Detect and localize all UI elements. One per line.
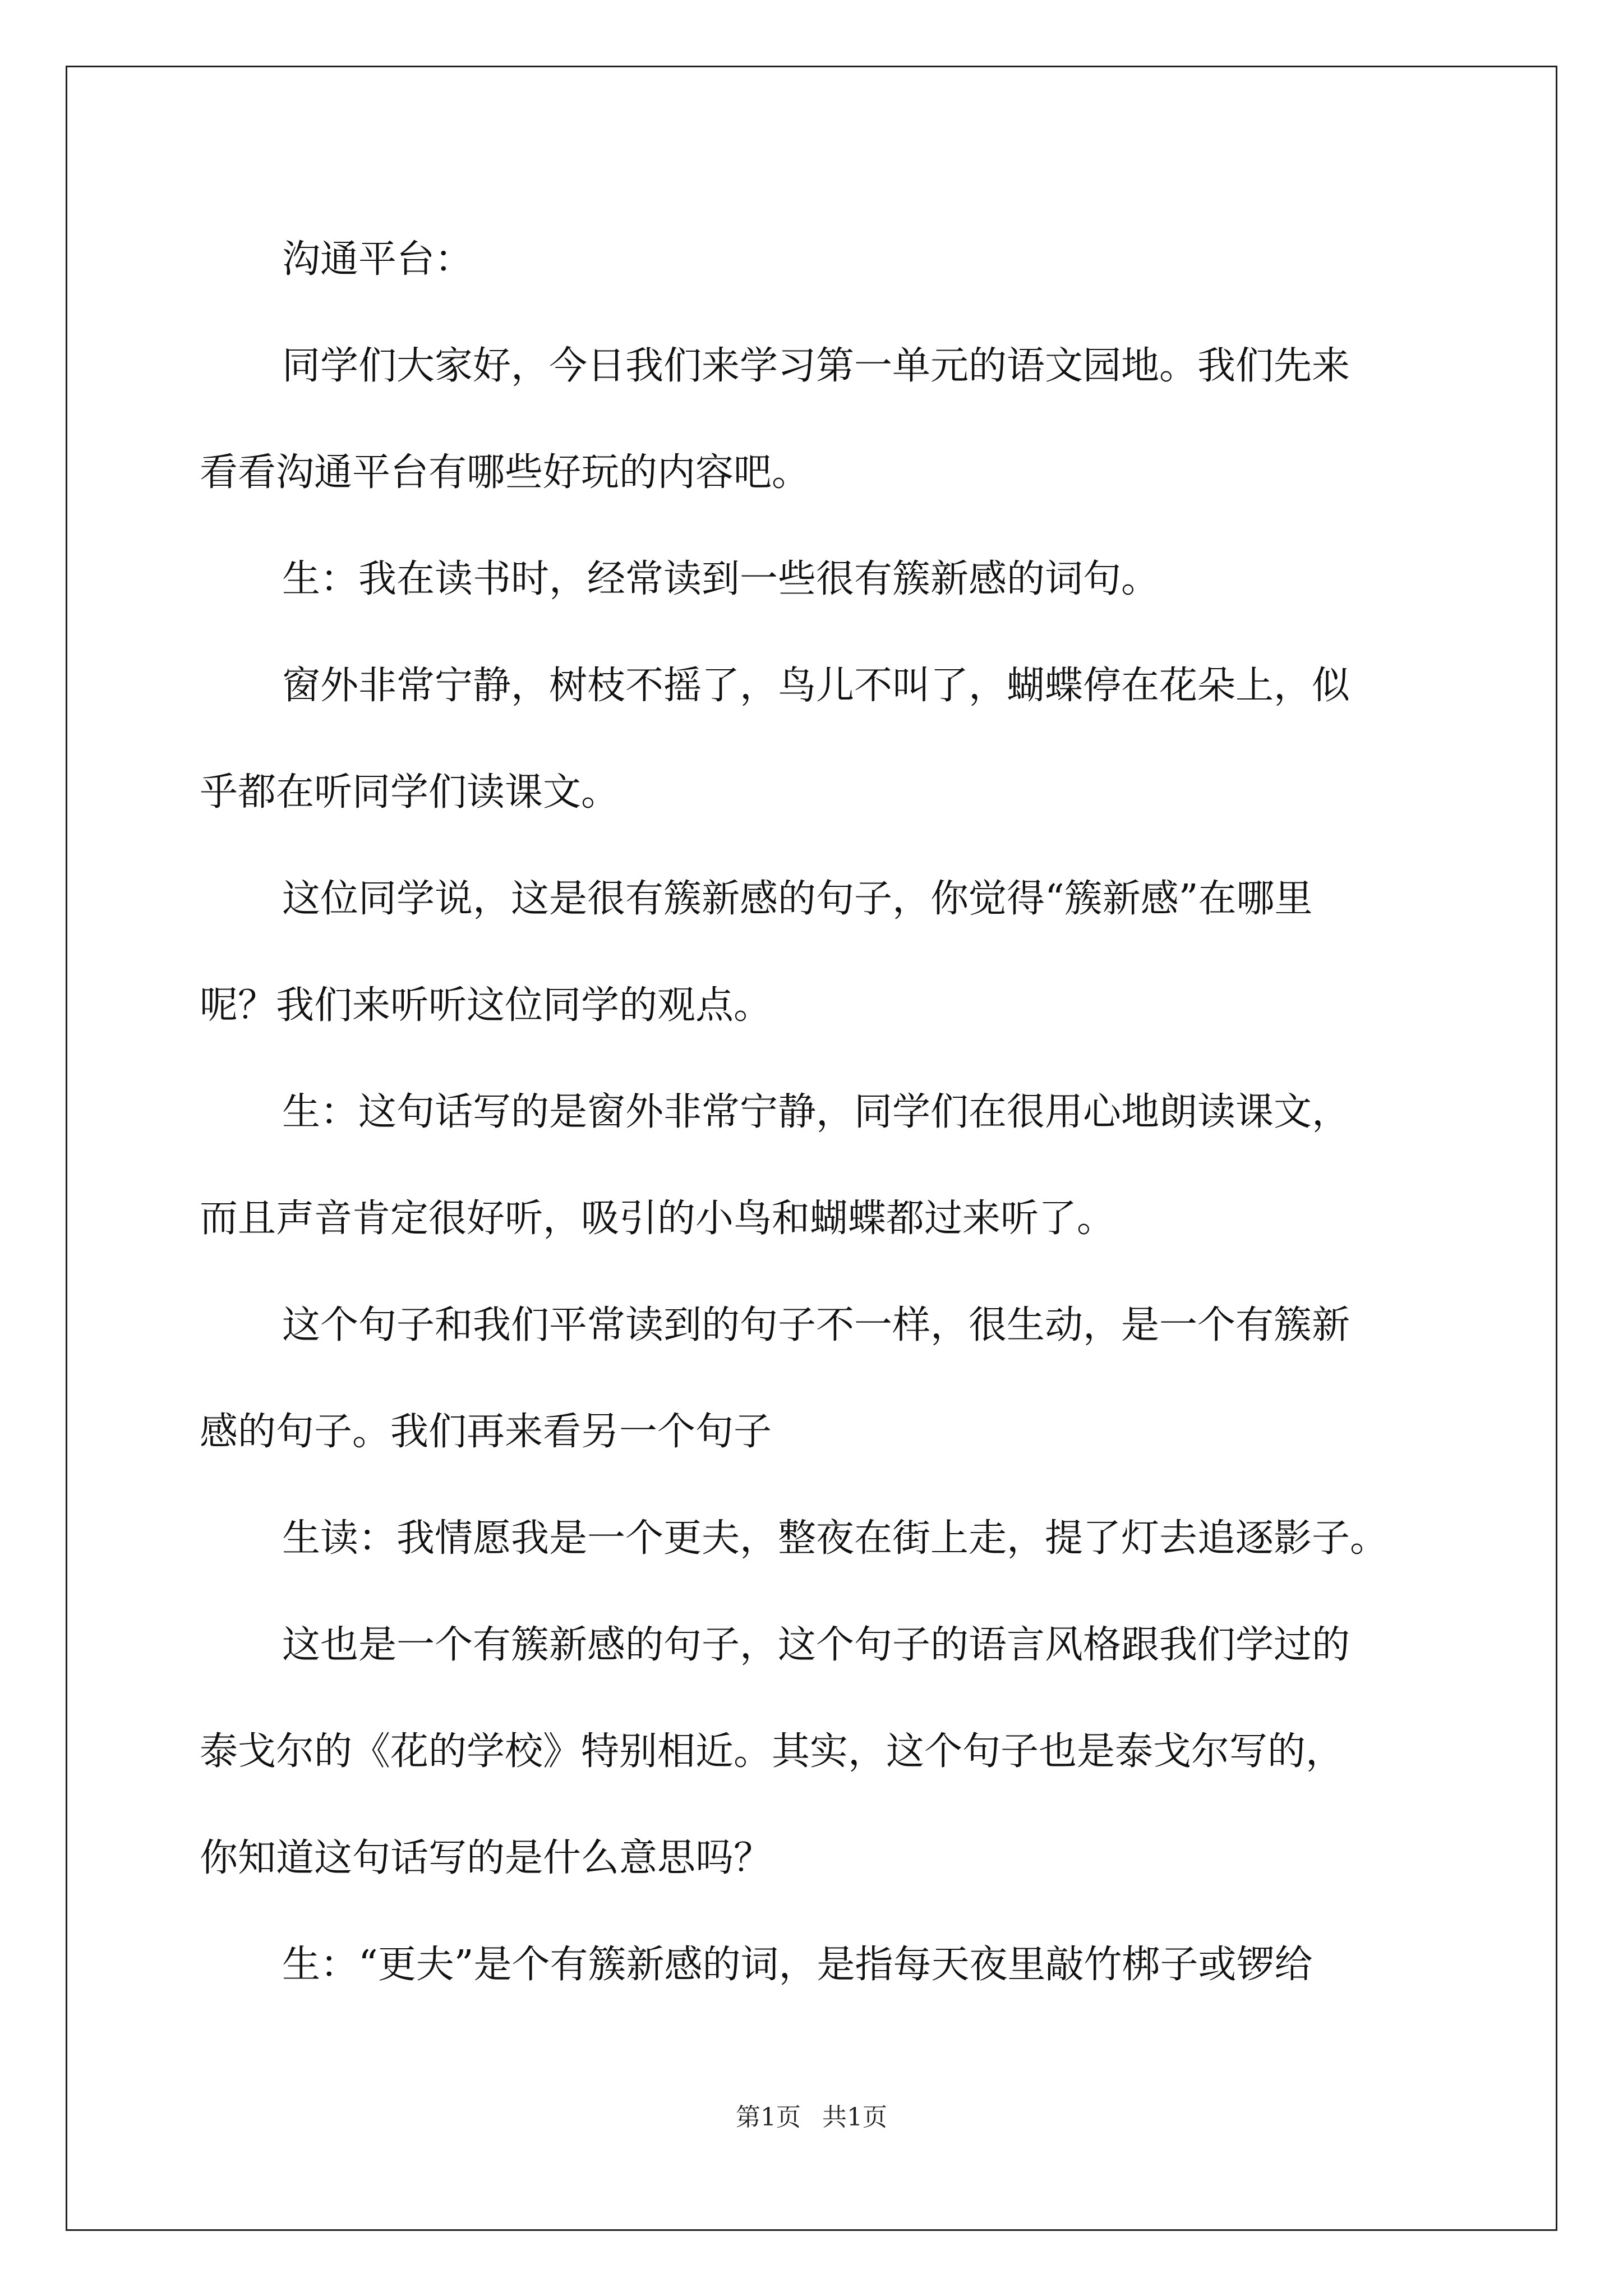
page-footer — [0, 2097, 1623, 2133]
page-number: 第1页 — [736, 2103, 801, 2132]
page-total: 共1页 — [822, 2103, 887, 2132]
paragraph-line: 同学们大家好，今日我们来学习第一单元的语文园地。我们先来 — [282, 344, 1350, 388]
paragraph-line: 生：我在读书时，经常读到一些很有簇新感的词句。 — [282, 557, 1160, 601]
paragraph-line: 呢？我们来听听这位同学的观点。 — [200, 983, 772, 1028]
paragraph-line: 这也是一个有簇新感的句子，这个句子的语言风格跟我们学过的 — [282, 1623, 1350, 1667]
paragraph-line: 而且声音肯定很好听，吸引的小鸟和蝴蝶都过来听了。 — [200, 1197, 1115, 1241]
paragraph-line: 看看沟通平台有哪些好玩的内容吧。 — [200, 450, 810, 495]
paragraph-line: 这位同学说，这是很有簇新感的句子，你觉得“簇新感”在哪里 — [282, 877, 1313, 921]
paragraph-line: 生读：我情愿我是一个更夫，整夜在街上走，提了灯去追逐影子。 — [282, 1516, 1389, 1561]
paragraph-line: 你知道这句话写的是什么意思吗？ — [200, 1836, 772, 1880]
paragraph-line: 生：“更夫”是个有簇新感的词，是指每天夜里敲竹梆子或锣给 — [282, 1943, 1313, 1987]
paragraph-line: 这个句子和我们平常读到的句子不一样，很生动，是一个有簇新 — [282, 1303, 1350, 1347]
document-body — [200, 206, 1433, 2018]
paragraph-line: 窗外非常宁静，树枝不摇了，鸟儿不叫了，蝴蝶停在花朵上，似 — [282, 664, 1350, 708]
paragraph-line: 泰戈尔的《花的学校》特别相近。其实，这个句子也是泰戈尔写的， — [200, 1729, 1344, 1774]
paragraph-line: 沟通平台： — [282, 237, 473, 282]
paragraph-line: 乎都在听同学们读课文。 — [200, 770, 620, 815]
paragraph-line: 生：这句话写的是窗外非常宁静，同学们在很用心地朗读课文， — [282, 1090, 1350, 1134]
paragraph-line: 感的句子。我们再来看另一个句子 — [200, 1410, 772, 1454]
